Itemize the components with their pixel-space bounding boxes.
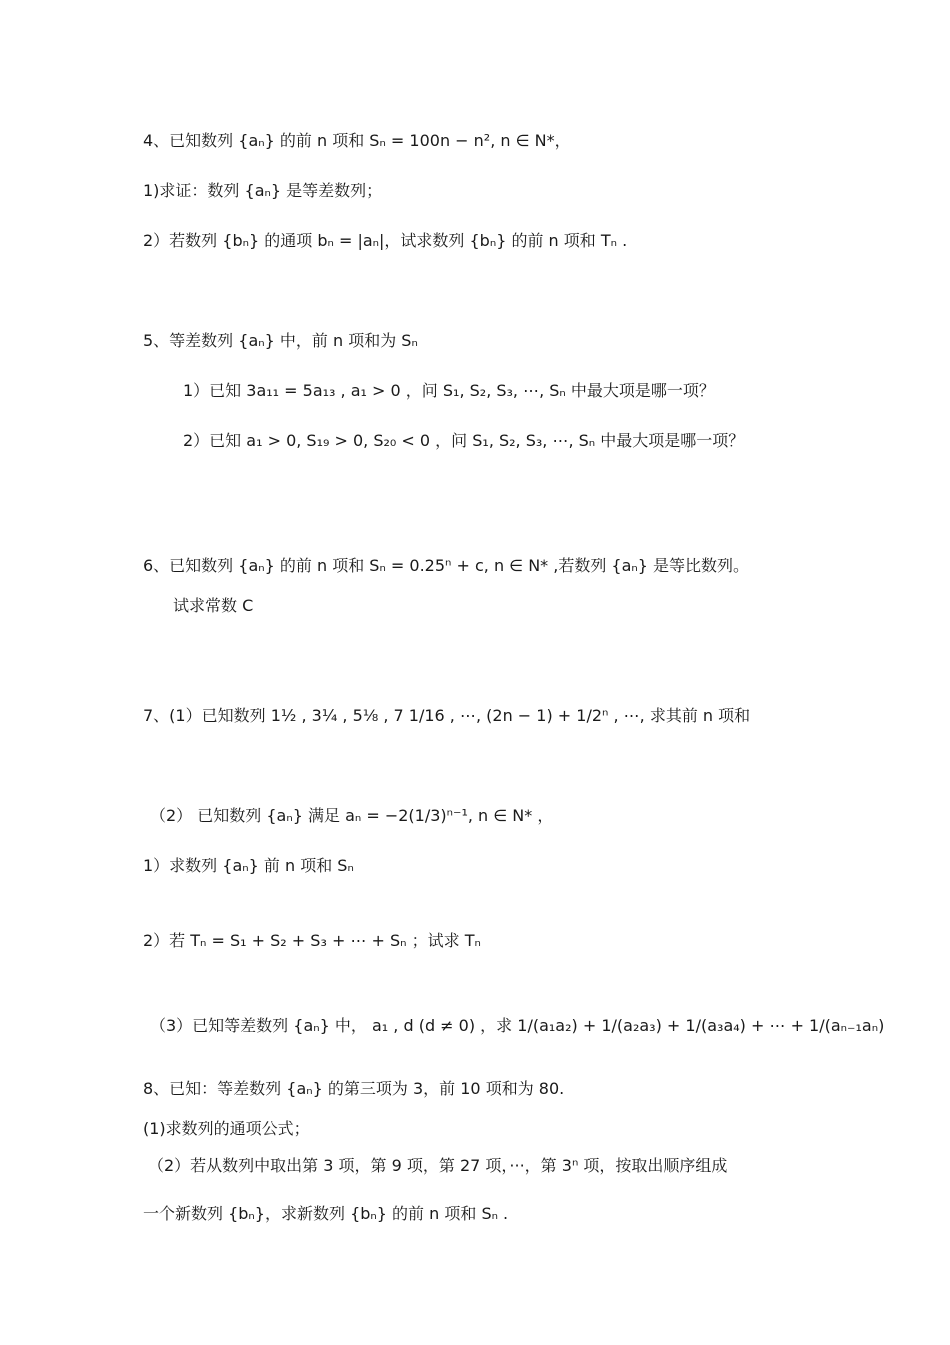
problem-5-question-1: 1）已知 3a₁₁ = 5a₁₃ , a₁ > 0 ，问 S₁, S₂, S₃, ⋯, Sₙ 中最大项是哪一项？ [183, 381, 715, 400]
problem-8-question-2: （2）若从数列中取出第 3 项，第 9 项，第 27 项，···，第 3ⁿ 项，按取出顺序组成 [148, 1156, 728, 1175]
problem-4-question-1: 1)求证：数列 {aₙ} 是等差数列； [143, 181, 383, 200]
problem-6-statement: 6、已知数列 {aₙ} 的前 n 项和 Sₙ = 0.25ⁿ + c, n ∈ N* ,若数列 {aₙ} 是等比数列。 [143, 556, 750, 575]
problem-7-part-1: 7、(1）已知数列 1½ , 3¼ , 5⅛ , 7 1/16 , ⋯, (2n − 1) + 1/2ⁿ , ⋯, 求其前 n 项和 [143, 706, 751, 725]
problem-4-statement: 4、已知数列 {aₙ} 的前 n 项和 Sₙ = 100n − n², n ∈ N*， [143, 131, 571, 150]
problem-8-statement: 8、已知：等差数列 {aₙ} 的第三项为 3，前 10 项和为 80. [143, 1079, 565, 1098]
problem-8-question-1: (1)求数列的通项公式； [143, 1119, 310, 1138]
problem-7-part-2-question-2: 2）若 Tₙ = S₁ + S₂ + S₃ + ⋯ + Sₙ ；试求 Tₙ [143, 931, 481, 950]
problem-7-part-2: （2） 已知数列 {aₙ} 满足 aₙ = −2(1/3)ⁿ⁻¹, n ∈ N* ， [150, 806, 554, 825]
problem-4-question-2: 2）若数列 {bₙ} 的通项 bₙ = |aₙ|，试求数列 {bₙ} 的前 n 项和 Tₙ . [143, 231, 628, 250]
problem-7-part-2-question-1: 1）求数列 {aₙ} 前 n 项和 Sₙ [143, 856, 354, 875]
problem-6-continuation: 试求常数 C [173, 596, 254, 615]
problem-7-part-3: （3）已知等差数列 {aₙ} 中， a₁ , d (d ≠ 0) ，求 1/(a₁a₂) + 1/(a₂a₃) + 1/(a₃a₄) + ⋯ + 1/(aₙ₋₁aₙ) [150, 1016, 885, 1035]
problem-5-statement: 5、等差数列 {aₙ} 中，前 n 项和为 Sₙ [143, 331, 418, 350]
problem-5-question-2: 2）已知 a₁ > 0, S₁₉ > 0, S₂₀ < 0 ，问 S₁, S₂, S₃, ⋯, Sₙ 中最大项是哪一项？ [183, 431, 745, 450]
problem-8-question-2-continuation: 一个新数列 {bₙ}，求新数列 {bₙ} 的前 n 项和 Sₙ . [143, 1204, 509, 1223]
